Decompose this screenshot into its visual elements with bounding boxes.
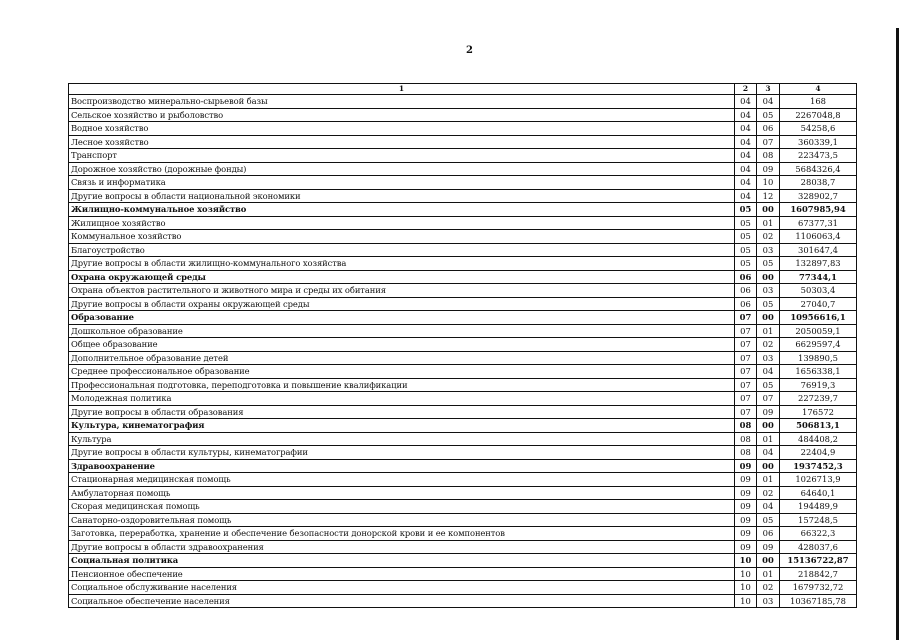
cell-subsection: 05 <box>757 513 780 527</box>
cell-section: 06 <box>735 284 757 298</box>
cell-subsection: 01 <box>757 324 780 338</box>
cell-subsection: 08 <box>757 149 780 163</box>
table-row <box>69 284 857 298</box>
table-row <box>69 405 857 419</box>
table-row <box>69 351 857 365</box>
cell-amount: 328902,7 <box>780 189 857 203</box>
cell-amount: 1656338,1 <box>780 365 857 379</box>
cell-amount: 27040,7 <box>780 297 857 311</box>
cell-name: Лесное хозяйство <box>69 135 735 149</box>
cell-name: Скорая медицинская помощь <box>69 500 735 514</box>
table-row <box>69 216 857 230</box>
cell-name: Другие вопросы в области охраны окружающей среды <box>69 297 735 311</box>
cell-section: 10 <box>735 554 757 568</box>
cell-amount: 223473,5 <box>780 149 857 163</box>
table-row <box>69 176 857 190</box>
table-row <box>69 338 857 352</box>
cell-amount: 67377,31 <box>780 216 857 230</box>
cell-name: Стационарная медицинская помощь <box>69 473 735 487</box>
cell-name: Культура <box>69 432 735 446</box>
table-row <box>69 581 857 595</box>
cell-name: Охрана окружающей среды <box>69 270 735 284</box>
cell-subsection: 05 <box>757 297 780 311</box>
cell-section: 08 <box>735 446 757 460</box>
cell-amount: 66322,3 <box>780 527 857 541</box>
table-row <box>69 108 857 122</box>
cell-name: Связь и информатика <box>69 176 735 190</box>
cell-name: Другие вопросы в области здравоохранения <box>69 540 735 554</box>
cell-amount: 10956616,1 <box>780 311 857 325</box>
cell-section: 05 <box>735 216 757 230</box>
cell-subsection: 05 <box>757 378 780 392</box>
table-row <box>69 486 857 500</box>
cell-amount: 76919,3 <box>780 378 857 392</box>
cell-section: 09 <box>735 473 757 487</box>
cell-amount: 132897,83 <box>780 257 857 271</box>
cell-subsection: 03 <box>757 243 780 257</box>
cell-section: 04 <box>735 135 757 149</box>
cell-amount: 22404,9 <box>780 446 857 460</box>
cell-subsection: 00 <box>757 203 780 217</box>
table-row <box>69 162 857 176</box>
cell-amount: 6629597,4 <box>780 338 857 352</box>
cell-subsection: 06 <box>757 527 780 541</box>
cell-subsection: 04 <box>757 446 780 460</box>
table-row <box>69 135 857 149</box>
cell-subsection: 09 <box>757 405 780 419</box>
cell-name: Здравоохранение <box>69 459 735 473</box>
table-row <box>69 270 857 284</box>
cell-name: Социальная политика <box>69 554 735 568</box>
table-row <box>69 257 857 271</box>
cell-name: Среднее профессиональное образование <box>69 365 735 379</box>
cell-section: 05 <box>735 203 757 217</box>
cell-name: Заготовка, переработка, хранение и обеспечение безопасности донорской крови и ее компонентов <box>69 527 735 541</box>
cell-amount: 5684326,4 <box>780 162 857 176</box>
cell-section: 10 <box>735 581 757 595</box>
table-row <box>69 95 857 109</box>
table-row <box>69 392 857 406</box>
cell-subsection: 01 <box>757 432 780 446</box>
cell-section: 04 <box>735 162 757 176</box>
cell-name: Коммунальное хозяйство <box>69 230 735 244</box>
cell-subsection: 02 <box>757 581 780 595</box>
table-row <box>69 554 857 568</box>
header-col-pr: 3 <box>757 84 780 95</box>
cell-subsection: 09 <box>757 540 780 554</box>
cell-section: 07 <box>735 338 757 352</box>
cell-name: Социальное обслуживание населения <box>69 581 735 595</box>
cell-amount: 54258,6 <box>780 122 857 136</box>
table-row <box>69 149 857 163</box>
cell-section: 09 <box>735 527 757 541</box>
cell-name: Социальное обеспечение населения <box>69 594 735 608</box>
table-row <box>69 203 857 217</box>
cell-subsection: 01 <box>757 567 780 581</box>
cell-amount: 1679732,72 <box>780 581 857 595</box>
cell-amount: 506813,1 <box>780 419 857 433</box>
cell-subsection: 06 <box>757 122 780 136</box>
cell-subsection: 03 <box>757 284 780 298</box>
cell-name: Жилищное хозяйство <box>69 216 735 230</box>
cell-section: 06 <box>735 297 757 311</box>
cell-subsection: 07 <box>757 135 780 149</box>
cell-section: 09 <box>735 540 757 554</box>
page-right-edge <box>896 28 899 640</box>
cell-name: Амбулаторная помощь <box>69 486 735 500</box>
table-row <box>69 365 857 379</box>
cell-name: Другие вопросы в области образования <box>69 405 735 419</box>
cell-amount: 301647,4 <box>780 243 857 257</box>
cell-name: Воспроизводство минерально-сырьевой базы <box>69 95 735 109</box>
table-row <box>69 513 857 527</box>
cell-name: Профессиональная подготовка, переподготовка и повышение квалификации <box>69 378 735 392</box>
cell-section: 08 <box>735 419 757 433</box>
cell-section: 07 <box>735 311 757 325</box>
cell-subsection: 10 <box>757 176 780 190</box>
table-row <box>69 297 857 311</box>
cell-amount: 1106063,4 <box>780 230 857 244</box>
table-row <box>69 500 857 514</box>
table-row <box>69 243 857 257</box>
cell-subsection: 02 <box>757 338 780 352</box>
cell-subsection: 00 <box>757 311 780 325</box>
cell-amount: 1607985,94 <box>780 203 857 217</box>
cell-subsection: 05 <box>757 108 780 122</box>
cell-section: 10 <box>735 594 757 608</box>
table-row <box>69 378 857 392</box>
cell-section: 07 <box>735 365 757 379</box>
cell-subsection: 02 <box>757 486 780 500</box>
cell-amount: 176572 <box>780 405 857 419</box>
table-row <box>69 189 857 203</box>
cell-name: Общее образование <box>69 338 735 352</box>
cell-subsection: 05 <box>757 257 780 271</box>
cell-amount: 77344,1 <box>780 270 857 284</box>
header-col-rz: 2 <box>735 84 757 95</box>
cell-amount: 484408,2 <box>780 432 857 446</box>
cell-amount: 2050059,1 <box>780 324 857 338</box>
table-row <box>69 540 857 554</box>
cell-amount: 360339,1 <box>780 135 857 149</box>
cell-amount: 2267048,8 <box>780 108 857 122</box>
cell-amount: 227239,7 <box>780 392 857 406</box>
table-row <box>69 473 857 487</box>
cell-subsection: 00 <box>757 270 780 284</box>
cell-subsection: 12 <box>757 189 780 203</box>
cell-section: 09 <box>735 513 757 527</box>
cell-name: Благоустройство <box>69 243 735 257</box>
cell-subsection: 04 <box>757 365 780 379</box>
cell-section: 09 <box>735 459 757 473</box>
cell-amount: 15136722,87 <box>780 554 857 568</box>
cell-section: 07 <box>735 351 757 365</box>
cell-amount: 194489,9 <box>780 500 857 514</box>
header-col-sum: 4 <box>780 84 857 95</box>
table-row <box>69 567 857 581</box>
cell-amount: 1026713,9 <box>780 473 857 487</box>
cell-name: Дополнительное образование детей <box>69 351 735 365</box>
cell-section: 10 <box>735 567 757 581</box>
cell-subsection: 09 <box>757 162 780 176</box>
table-body <box>69 95 857 608</box>
cell-name: Другие вопросы в области жилищно-коммунального хозяйства <box>69 257 735 271</box>
cell-section: 05 <box>735 230 757 244</box>
cell-subsection: 07 <box>757 392 780 406</box>
cell-section: 07 <box>735 324 757 338</box>
table-row <box>69 594 857 608</box>
cell-section: 06 <box>735 270 757 284</box>
cell-subsection: 00 <box>757 419 780 433</box>
cell-amount: 168 <box>780 95 857 109</box>
cell-subsection: 00 <box>757 459 780 473</box>
cell-name: Санаторно-оздоровительная помощь <box>69 513 735 527</box>
cell-section: 08 <box>735 432 757 446</box>
cell-amount: 428037,6 <box>780 540 857 554</box>
cell-subsection: 01 <box>757 473 780 487</box>
cell-name: Сельское хозяйство и рыболовство <box>69 108 735 122</box>
table-row <box>69 527 857 541</box>
cell-section: 04 <box>735 95 757 109</box>
cell-section: 09 <box>735 500 757 514</box>
cell-name: Молодежная политика <box>69 392 735 406</box>
budget-table <box>68 83 857 608</box>
cell-name: Охрана объектов растительного и животного мира и среды их обитания <box>69 284 735 298</box>
cell-section: 04 <box>735 108 757 122</box>
cell-amount: 10367185,78 <box>780 594 857 608</box>
cell-name: Образование <box>69 311 735 325</box>
table-row <box>69 419 857 433</box>
table-header-row <box>69 84 857 95</box>
table-row <box>69 432 857 446</box>
cell-amount: 64640,1 <box>780 486 857 500</box>
cell-name: Дошкольное образование <box>69 324 735 338</box>
cell-name: Жилищно-коммунальное хозяйство <box>69 203 735 217</box>
cell-section: 05 <box>735 243 757 257</box>
cell-section: 04 <box>735 176 757 190</box>
cell-subsection: 03 <box>757 351 780 365</box>
cell-subsection: 01 <box>757 216 780 230</box>
table-row <box>69 324 857 338</box>
cell-section: 07 <box>735 405 757 419</box>
table-row <box>69 311 857 325</box>
table-row <box>69 122 857 136</box>
cell-name: Другие вопросы в области культуры, кинематографии <box>69 446 735 460</box>
page-number: 2 <box>466 45 473 56</box>
cell-section: 07 <box>735 392 757 406</box>
cell-section: 04 <box>735 149 757 163</box>
cell-amount: 28038,7 <box>780 176 857 190</box>
cell-subsection: 04 <box>757 500 780 514</box>
cell-subsection: 03 <box>757 594 780 608</box>
table-row <box>69 230 857 244</box>
cell-subsection: 04 <box>757 95 780 109</box>
cell-section: 04 <box>735 189 757 203</box>
cell-section: 09 <box>735 486 757 500</box>
cell-section: 05 <box>735 257 757 271</box>
cell-name: Транспорт <box>69 149 735 163</box>
cell-subsection: 00 <box>757 554 780 568</box>
cell-name: Водное хозяйство <box>69 122 735 136</box>
header-col-name: 1 <box>69 84 735 95</box>
cell-amount: 157248,5 <box>780 513 857 527</box>
cell-amount: 50303,4 <box>780 284 857 298</box>
table-row <box>69 459 857 473</box>
cell-name: Дорожное хозяйство (дорожные фонды) <box>69 162 735 176</box>
cell-subsection: 02 <box>757 230 780 244</box>
cell-name: Пенсионное обеспечение <box>69 567 735 581</box>
cell-section: 07 <box>735 378 757 392</box>
cell-name: Культура, кинематография <box>69 419 735 433</box>
table-row <box>69 446 857 460</box>
cell-section: 04 <box>735 122 757 136</box>
cell-name: Другие вопросы в области национальной экономики <box>69 189 735 203</box>
cell-amount: 218842,7 <box>780 567 857 581</box>
cell-amount: 139890,5 <box>780 351 857 365</box>
cell-amount: 1937452,3 <box>780 459 857 473</box>
